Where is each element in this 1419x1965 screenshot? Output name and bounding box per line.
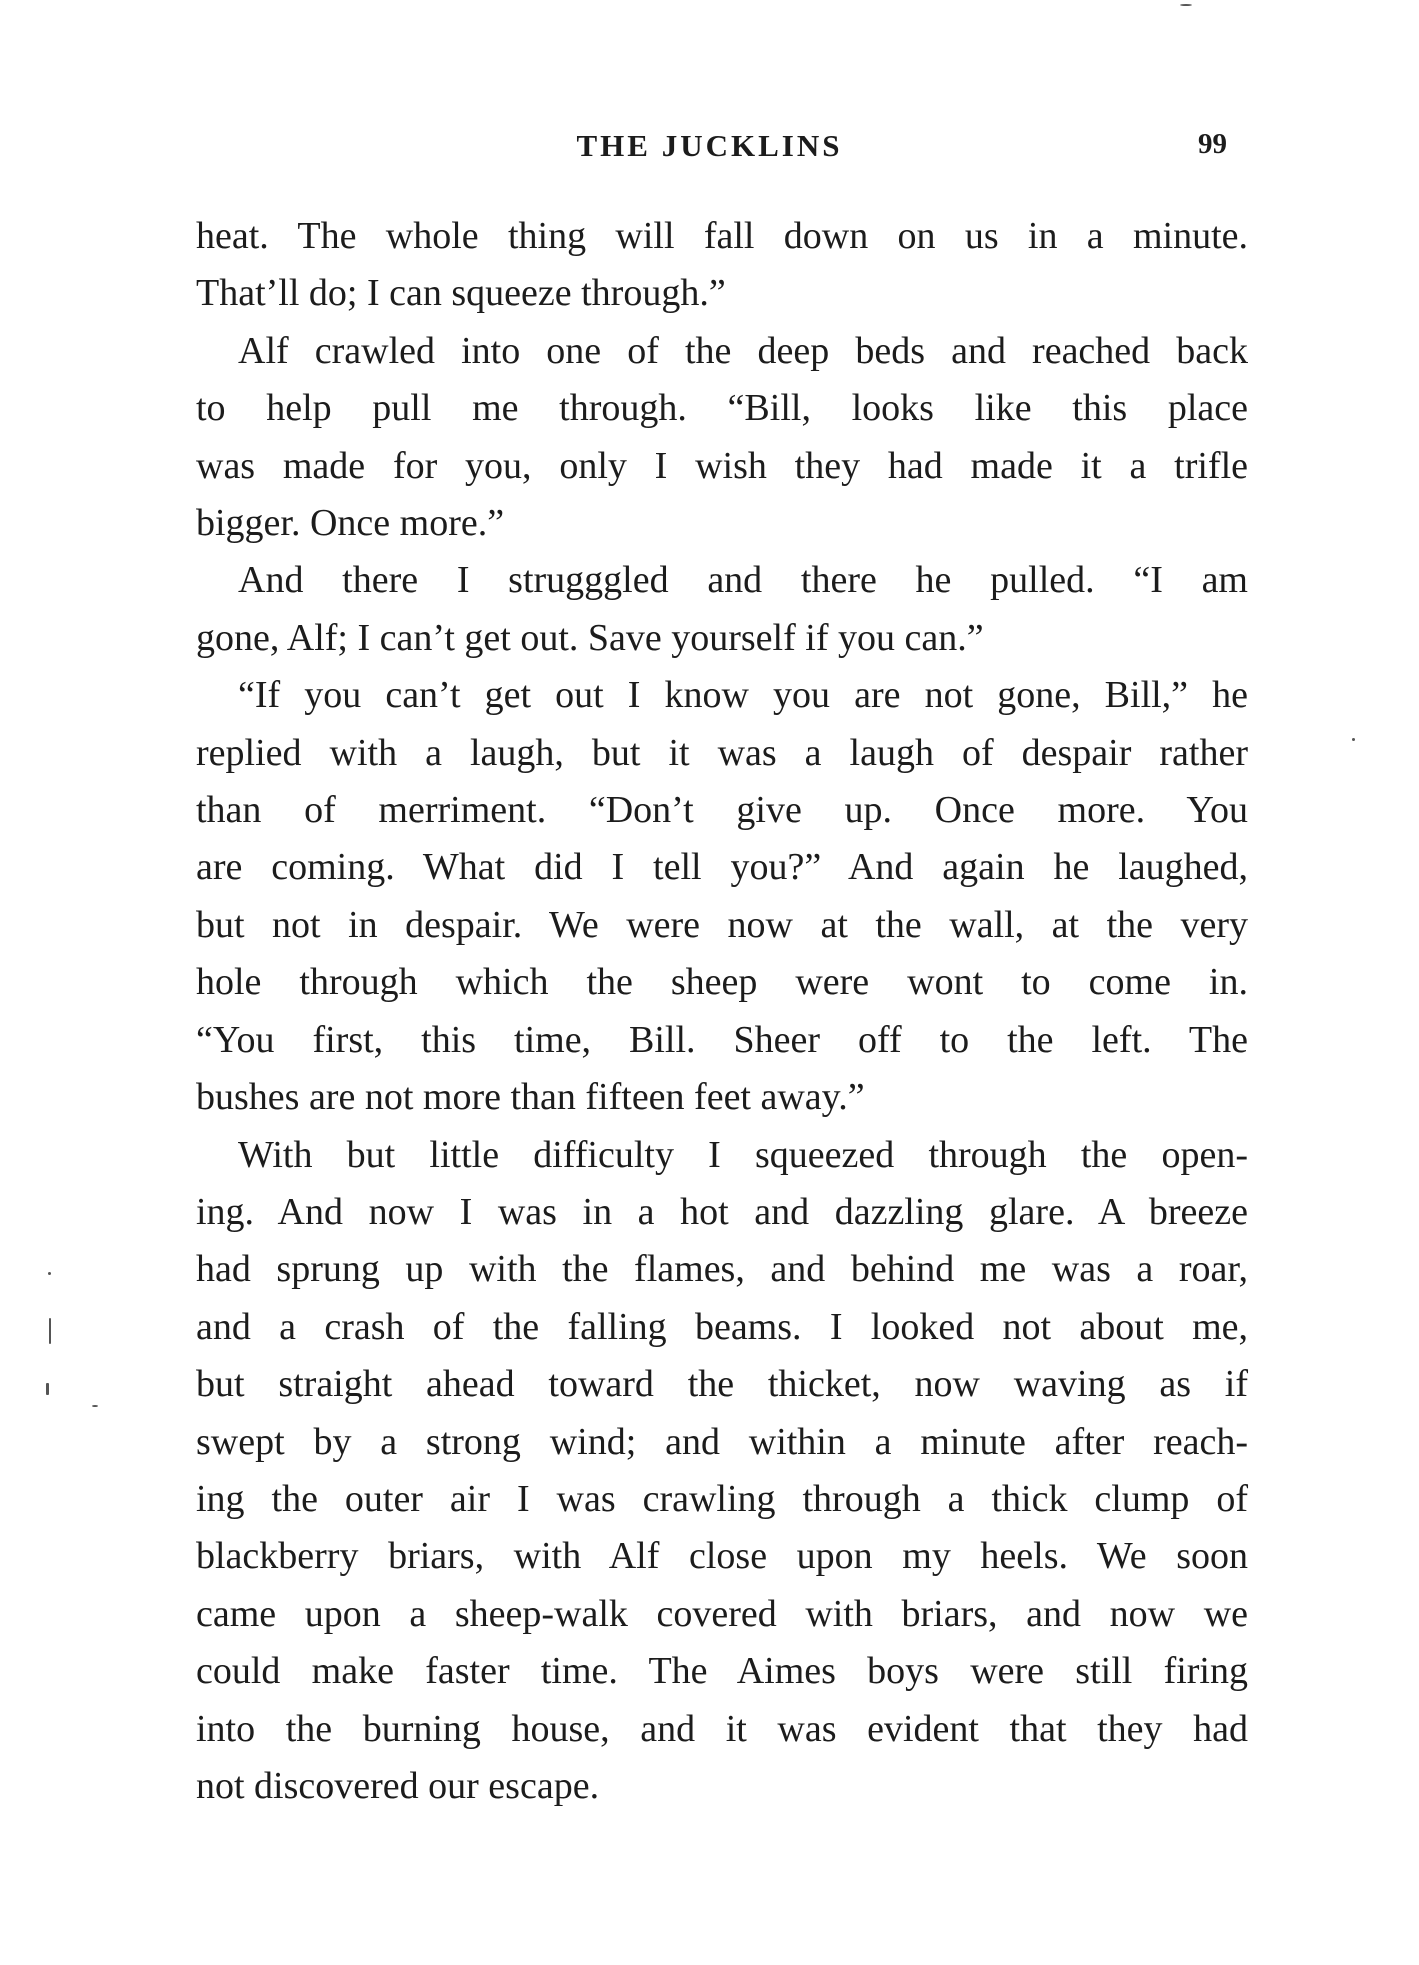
text-line: “You first, this time, Bill. Sheer off to the left. The: [196, 1018, 1248, 1061]
text-line: ing. And now I was in a hot and dazzling glare. A breeze: [196, 1190, 1248, 1233]
text-line: bushes are not more than fifteen feet away.”: [196, 1076, 865, 1119]
running-title: THE JUCKLINS: [576, 128, 843, 163]
text-line: than of merriment. “Don’t give up. Once more. You: [196, 789, 1248, 832]
text-line: into the burning house, and it was evident that they had: [196, 1707, 1248, 1750]
text-line: but straight ahead toward the thicket, now waving as if: [196, 1363, 1248, 1406]
text-line: That’ll do; I can squeeze through.”: [196, 272, 726, 315]
text-line: blackberry briars, with Alf close upon my heels. We soon: [196, 1535, 1248, 1578]
text-line: Alf crawled into one of the deep beds and reached back: [238, 329, 1248, 372]
text-line: With but little difficulty I squeezed through the open-: [238, 1133, 1248, 1176]
text-line: was made for you, only I wish they had made it a trifle: [196, 444, 1248, 487]
body-text: [196, 208, 1248, 1815]
text-line: And there I strugggled and there he pulled. “I am: [238, 559, 1248, 602]
text-line: hole through which the sheep were wont to come in.: [196, 961, 1248, 1004]
text-line: not discovered our escape.: [196, 1764, 600, 1807]
text-line: came upon a sheep-walk covered with briars, and now we: [196, 1592, 1248, 1635]
text-line: but not in despair. We were now at the wall, at the very: [196, 903, 1248, 946]
text-line: had sprung up with the flames, and behind me was a roar,: [196, 1248, 1248, 1291]
text-line: to help pull me through. “Bill, looks like this place: [196, 387, 1248, 430]
text-line: bigger. Once more.”: [196, 502, 505, 545]
text-line: heat. The whole thing will fall down on us in a minute.: [196, 215, 1248, 257]
text-line: and a crash of the falling beams. I looked not about me,: [196, 1305, 1248, 1348]
page-number: 99: [1198, 128, 1227, 160]
text-line: ing the outer air I was crawling through a thick clump of: [196, 1477, 1248, 1520]
text-line: are coming. What did I tell you?” And again he laughed,: [196, 846, 1248, 889]
text-line: replied with a laugh, but it was a laugh of despair rather: [196, 731, 1248, 774]
text-line: gone, Alf; I can’t get out. Save yourself if you can.”: [196, 616, 984, 659]
text-line: swept by a strong wind; and within a minute after reach-: [196, 1420, 1248, 1463]
text-line: could make faster time. The Aimes boys were still firing: [196, 1650, 1248, 1693]
text-line: “If you can’t get out I know you are not gone, Bill,” he: [238, 674, 1248, 717]
running-head: [0, 128, 1419, 168]
